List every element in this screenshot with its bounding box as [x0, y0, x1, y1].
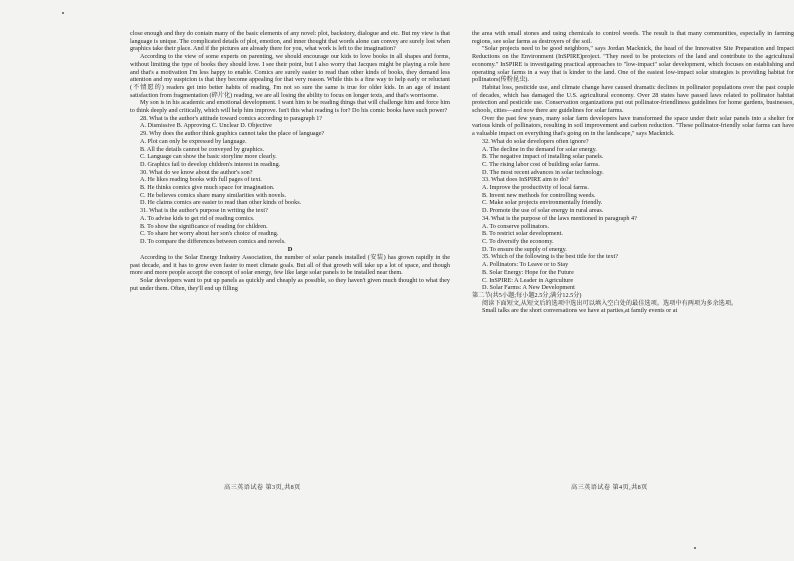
answer-option: B. Solar Energy: Hope for the Future — [482, 268, 574, 276]
section2-heading: 第二节(共5小题;每小题2.5分,满分12.5分) — [472, 291, 582, 299]
paragraph: the area with small stones and using chemicals to control weeds. The result is that many communities, especially in farming regions, see solar farms as destroyers of the soil. — [472, 30, 794, 45]
paragraph: "Solar projects need to be good neighbors," says Jordan Macknick, the head of the Innovative Site Preparation and Impact Reductions on the Environment (InSPIRE)project. "They need to be protectors of the land and contribute to the agricultural economy." InSPIRE is investigating practical approaches to "low-impact" solar development, which focuses on establishing and operating solar farms in a way that is kinder to the land. One of the easiest low-impact solar strategies is providing habitat for pollinators(传粉昆虫). — [472, 45, 794, 84]
answer-option: A. Improve the productivity of local farms. — [482, 184, 589, 192]
page-footer-right: 高三英语试卷 第4页,共8页 — [571, 484, 648, 491]
answer-option: C. Language can show the basic storyline more clearly. — [140, 153, 277, 161]
right-column — [472, 30, 794, 315]
answer-option: D. Graphics fail to develop children's interest in reading. — [140, 160, 281, 168]
answer-option: A. Dismissive B. Approving C. Unclear D. Objective — [140, 122, 272, 130]
right-questions — [472, 138, 794, 292]
answer-option: D. He claims comics are easier to read than other kinds of books. — [140, 199, 302, 207]
answer-option: D. To ensure the supply of energy. — [482, 245, 567, 253]
question-stem: 32. What do solar developers often ignore? — [482, 137, 589, 145]
answer-option: B. To show the significance of reading for children. — [140, 222, 268, 230]
question-stem: 28. What is the author's attitude toward comics according to paragraph 1? — [140, 114, 323, 122]
answer-option: C. To share her worry about her son's choice of reading. — [140, 230, 279, 238]
answer-option: B. To restrict solar development. — [482, 230, 563, 238]
paragraph: According to the view of some experts on parenting, we should encourage our kids to love books in all shapes and forms, without limiting the type of books they should love. I see their point, but I also worry that Jacques might be playing a role here and that's a motivation I'm less happy to enable. Comics are surely easier to read than other kinds of books, they demand less attention and my suspicion is that they become appealing for that very reason. While this is a fine way to help early or reluctant (不情愿的) readers get into better habits of reading, I'm not so sure the same is true for older kids. In an age of instant satisfaction from fragmentation (碎片化) reading, we are all losing the ability to focus on longer texts, and that's worrisome. — [130, 53, 450, 99]
answer-option: C. The rising labor cost of building solar farms. — [482, 160, 600, 168]
scan-speck — [62, 12, 64, 14]
page-footer-left: 高三英语试卷 第3页,共8页 — [224, 484, 301, 491]
question-stem: 30. What do we know about the author's son? — [140, 168, 253, 176]
section2-first-line: Small talks are the short conversations we have at parties,at family events or at — [482, 307, 678, 315]
paragraph: Over the past few years, many solar farm developers have transformed the space under their solar panels into a shelter for various kinds of pollinators, resulting in soil improvement and carbon reduction. "These pollinator-friendly solar farms can have a valuable impact on everything that's going on in the landscape," says Macknick. — [472, 114, 794, 138]
question-stem: 31. What is the author's purpose in writing the text? — [140, 207, 268, 215]
answer-option: C. InSPIRE: A Leader in Agriculture — [482, 276, 574, 284]
section-d-label: D — [287, 245, 293, 253]
answer-option: C. He believes comics share many similarities with novels. — [140, 191, 287, 199]
answer-option: D. To compare the differences between comics and novels. — [140, 237, 286, 245]
passage-d-start — [130, 254, 450, 293]
answer-option: A. To conserve pollinators. — [482, 222, 549, 230]
answer-option: B. All the details cannot be conveyed by graphics. — [140, 145, 265, 153]
section2-instructions: 阅读下面短文,从短文后的选项中选出可以填入空白处的最佳选项。选项中有两项为多余选项。 — [482, 299, 738, 307]
paragraph: close enough and they do contain many of the basic elements of any novel: plot, backstory, dialogue and etc. But my view is that language is unique. The complicated details of plot, emotion, and inner thought that words alone can convey are surely lost when graphics take their place. And if the pictures are already there for you, what work is left to the imagination? — [130, 30, 450, 53]
question-stem: 29. Why does the author think graphics cannot take the place of language? — [140, 130, 325, 138]
paragraph: Solar developers want to put up panels as quickly and cheaply as possible, so they haven't given much thought to what they put under them. Often, they'll end up filling — [130, 277, 450, 292]
left-intro-passage — [130, 30, 450, 115]
paragraph: According to the Solar Energy Industry Association, the number of solar panels installed (安装) has grown rapidly in the past decade, and it has to grow even faster to meet climate goals. But all of that growth will take up a lot of space, and though more and more people accept the concept of solar energy, few like large solar panels to be installed near them. — [130, 253, 450, 277]
answer-option: A. Pollinators: To Leave or to Stay — [482, 261, 569, 269]
answer-option: B. The negative impact of installing solar panels. — [482, 153, 604, 161]
question-stem: 33. What does InSPIRE aim to do? — [482, 176, 569, 184]
left-column — [130, 30, 450, 292]
scan-speck — [694, 547, 696, 549]
answer-option: A. To advise kids to get rid of reading comics. — [140, 214, 255, 222]
answer-option: D. Solar Farms: A New Development — [482, 284, 575, 292]
answer-option: A. Plot can only be expressed by language. — [140, 137, 247, 145]
answer-option: C. Make solar projects environmentally friendly. — [482, 199, 603, 207]
answer-option: D. The most recent advances in solar technology. — [482, 168, 604, 176]
left-questions — [130, 115, 450, 246]
passage-d-continued — [472, 30, 794, 138]
paragraph: My son is in his academic and emotional development. I want him to be reading things that will challenge him and force him to think deeply and critically, which will help him improve. Isn't this what reading is for? Do his comic books have such power? — [130, 99, 450, 115]
question-stem: 35. Which of the following is the best title for the text? — [482, 253, 618, 261]
answer-option: D. Promote the use of solar energy in rural areas. — [482, 207, 604, 215]
paragraph: Habitat loss, pesticide use, and climate change have caused dramatic declines in pollinator populations over the past couple of decades, which has damaged the U.S. agricultural economy. Over 28 states have passed laws related to pollinator habitat protection and pesticide use. Conservation organizations put out pollinator-friendliness guidelines for home gardens, businesses, schools, cities—and now there are guidelines for solar farms. — [472, 83, 794, 115]
answer-option: A. He likes reading books with full pages of text. — [140, 176, 262, 184]
answer-option: A. The decline in the demand for solar energy. — [482, 145, 597, 153]
answer-option: B. Invent new methods for controlling weeds. — [482, 191, 596, 199]
question-stem: 34. What is the purpose of the laws mentioned in paragraph 4? — [482, 214, 637, 222]
answer-option: C. To diversify the economy. — [482, 237, 554, 245]
answer-option: B. He thinks comics give much space for imagination. — [140, 184, 275, 192]
